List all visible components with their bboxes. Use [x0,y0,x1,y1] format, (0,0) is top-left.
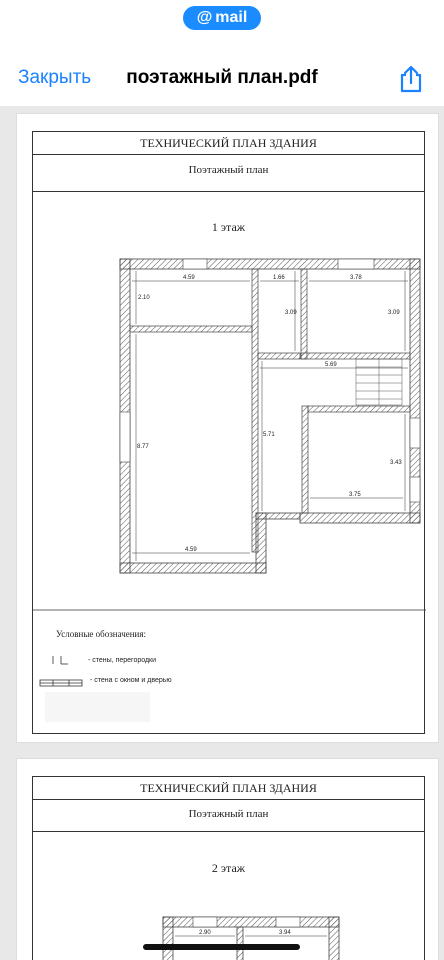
dim-right-top: 3.09 [388,310,400,316]
page-frame [32,131,425,734]
dim-bottom-left: 4.59 [185,547,197,553]
legend-walls: - стены, перегородки [88,657,157,664]
dim-mid-tall: 5.71 [263,432,275,438]
home-indicator[interactable] [143,944,300,950]
plan-header-2: ТЕХНИЧЕСКИЙ ПЛАН ЗДАНИЯ [33,777,424,800]
legend-window: - стена с окном и дверью [90,677,172,684]
dim-big-left: 8.77 [137,444,149,450]
dim-top-mid: 1.66 [273,275,285,281]
nav-bar [0,52,444,106]
pdf-page-1 [16,113,439,743]
floor-label: 1 этаж [211,220,246,234]
mail-badge[interactable] [183,6,261,30]
document-title: поэтажный план.pdf [126,67,318,88]
at-icon: @ [196,9,213,26]
close-button[interactable]: Закрыть [18,67,92,88]
dim-top-left: 4.59 [183,275,195,281]
badge-label: mail [215,9,248,26]
dim-mid-small: 3.09 [285,310,297,316]
pdf-page-2 [16,758,439,960]
dim-right-room-w: 3.75 [349,492,361,498]
dim-left-top: 2.10 [138,295,150,301]
floor-plan-2 [33,777,426,960]
plan-subheader: Поэтажный план [33,155,424,192]
dim-corridor: 5.69 [325,362,337,368]
legend-title: Условные обозначения: [56,629,147,639]
floor-label-2: 2 этаж [211,861,246,875]
dim2-left: 2.90 [199,930,211,936]
share-icon[interactable] [398,65,424,93]
pdf-viewer[interactable] [0,106,444,960]
dim-right-room-h: 3.43 [390,460,402,466]
plan-subheader-2: Поэтажный план [33,800,424,832]
plan-header: ТЕХНИЧЕСКИЙ ПЛАН ЗДАНИЯ [33,132,424,155]
dim-top-right: 3.78 [350,275,362,281]
floor-plan-1 [33,132,426,735]
page-frame-2 [32,776,425,960]
dim2-right: 3.94 [279,930,291,936]
